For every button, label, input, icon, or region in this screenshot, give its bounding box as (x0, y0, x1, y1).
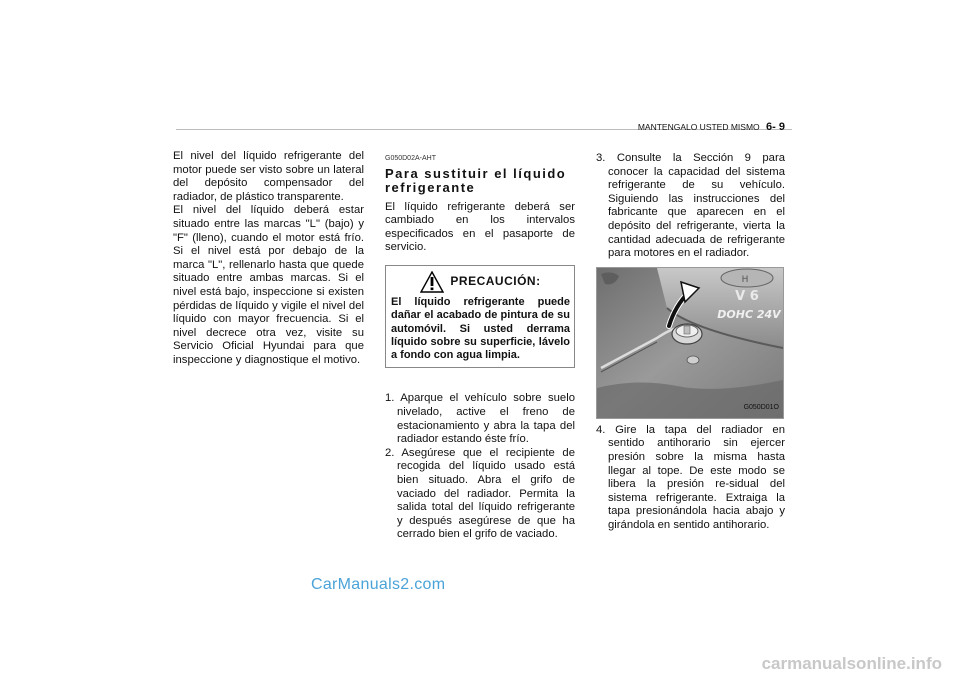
column-1 (173, 150, 364, 368)
paragraph-coolant-visible: El nivel del líquido refrigerante del motor puede ser visto sobre un lateral del depósito compensador del radiador, de plástico transparente. (173, 150, 364, 203)
svg-text:H: H (741, 274, 749, 285)
column-2 (385, 152, 575, 542)
photo-code: G050D01O (743, 404, 779, 412)
caution-box (385, 265, 575, 368)
steps-list (385, 392, 575, 542)
section-title-replace-coolant: Para sustituir el líquido refrigerante (385, 165, 567, 195)
steps-list-continued (596, 152, 785, 261)
warning-icon (420, 271, 444, 293)
list-item: 1. Aparque el vehículo sobre suelo nivelado, active el freno de estacionamiento y abra la tapa del radiador estando éste frío. (385, 392, 575, 446)
list-item: 2. Asegúrese que el recipiente de recogida del líquido usado está bien situado. Abra el grifo de vaciado del radiador. Permita la salida total del líquido refrigerante y después asegúrese de que ha cerrado bien el grifo de vaciado. (385, 446, 575, 541)
caution-text: El líquido refrigerante puede dañar el acabado de pintura de su automóvil. Si usted derrama líquido sobre su superficie, lávelo a fondo con agua limpia. (391, 295, 570, 362)
page-number: 6- 9 (766, 121, 785, 133)
engine-sub-label: DOHC 24V (717, 307, 781, 321)
section-code: G050D02A-AHT (385, 155, 436, 162)
caution-header (391, 271, 570, 293)
engine-label: V 6 (735, 288, 759, 304)
caution-title: PRECAUCIÓN: (450, 274, 541, 289)
list-item: 4. Gire la tapa del radiador en sentido antihorario sin ejercer presión sobre la misma hasta llegar al tope. De este modo se libera la presión re-sidual del sistema refrigerante. Extraiga la tapa presionándola hacia abajo y girándola en sentido antihorario. (596, 423, 785, 531)
list-item: 3. Consulte la Sección 9 para conocer la capacidad del sistema refrigerante de su vehículo. Siguiendo las instrucciones del fabricante que aparecen en el depósito del refrigerante, vierta la cantidad adecuada de refrigerante para motores en el radiador. (596, 152, 785, 260)
radiator-cap-photo (596, 267, 784, 419)
watermark-right[interactable]: carmanualsonline.info (761, 654, 942, 673)
section-title: MANTENGALO USTED MISMO (637, 122, 760, 132)
column-3 (596, 152, 785, 533)
engine-illustration (597, 268, 783, 418)
watermark-left[interactable]: CarManuals2.com (311, 576, 446, 593)
paragraph-intervals: El líquido refrigerante deberá ser cambiado en los intervalos especificados en el pasaporte de servicio. (385, 200, 575, 254)
steps-list-final (596, 424, 785, 533)
paragraph-coolant-level: El nivel del líquido deberá estar situado entre las marcas "L" (bajo) y "F" (lleno), cuando el motor está frío. Si el nivel está por debajo de la marca "L", rellenarlo hasta que quede situado entre ambas marcas. Si el nivel está bajo, inspeccione si existen pérdidas de líquido y vigile el nivel del líquido con mayor frecuencia. Si el nivel decrece otra vez, visite su Servicio Oficial Hyundai para que inspeccione y diagnostique el motivo. (173, 204, 364, 366)
page-header (638, 121, 785, 133)
